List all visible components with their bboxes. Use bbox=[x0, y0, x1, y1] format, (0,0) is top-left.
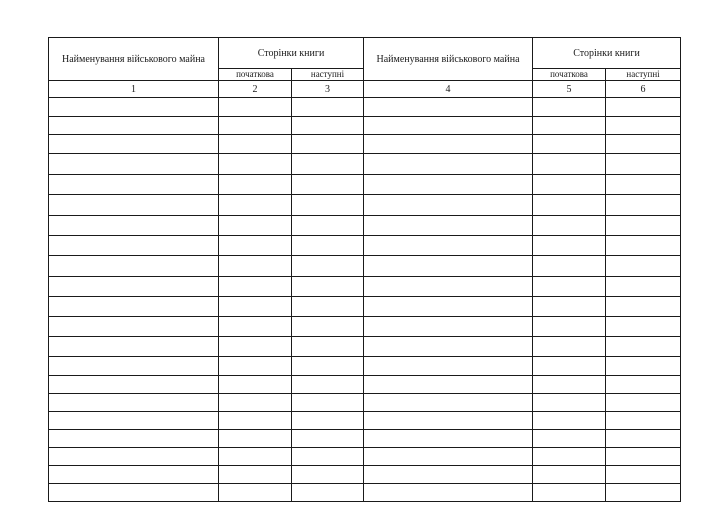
entry-cell bbox=[292, 466, 364, 484]
entry-row bbox=[49, 175, 681, 195]
entry-cell bbox=[219, 117, 292, 135]
entry-cell bbox=[606, 277, 681, 297]
entry-row bbox=[49, 448, 681, 466]
entry-cell bbox=[533, 256, 606, 277]
column-number-row bbox=[49, 81, 681, 98]
column-number: 4 bbox=[364, 81, 533, 98]
entry-cell bbox=[292, 195, 364, 216]
column-number: 5 bbox=[533, 81, 606, 98]
entry-cell bbox=[364, 117, 533, 135]
entry-cell bbox=[49, 376, 219, 394]
entry-cell bbox=[49, 195, 219, 216]
entry-cell bbox=[292, 484, 364, 502]
entry-cell bbox=[49, 175, 219, 195]
entry-row bbox=[49, 376, 681, 394]
right-name-header: Найменування військового майна bbox=[364, 38, 533, 81]
entry-cell bbox=[606, 317, 681, 337]
entry-row bbox=[49, 98, 681, 117]
entry-cell bbox=[364, 337, 533, 357]
entry-cell bbox=[292, 357, 364, 376]
entry-cell bbox=[533, 236, 606, 256]
column-number: 6 bbox=[606, 81, 681, 98]
entry-cell bbox=[219, 195, 292, 216]
entry-cell bbox=[49, 448, 219, 466]
entry-cell bbox=[606, 337, 681, 357]
column-number: 2 bbox=[219, 81, 292, 98]
entry-cell bbox=[606, 484, 681, 502]
entry-cell bbox=[533, 297, 606, 317]
left-name-header: Найменування військового майна bbox=[49, 38, 219, 81]
entry-cell bbox=[364, 154, 533, 175]
entry-row bbox=[49, 117, 681, 135]
entry-cell bbox=[292, 430, 364, 448]
entry-cell bbox=[533, 448, 606, 466]
entry-cell bbox=[292, 256, 364, 277]
entry-cell bbox=[364, 216, 533, 236]
entry-cell bbox=[219, 277, 292, 297]
entry-cell bbox=[49, 117, 219, 135]
entry-row bbox=[49, 317, 681, 337]
entry-row bbox=[49, 236, 681, 256]
entry-cell bbox=[533, 484, 606, 502]
entry-cell bbox=[49, 317, 219, 337]
entry-cell bbox=[533, 216, 606, 236]
entry-cell bbox=[49, 394, 219, 412]
entry-cell bbox=[606, 216, 681, 236]
entry-row bbox=[49, 412, 681, 430]
column-number: 1 bbox=[49, 81, 219, 98]
entry-cell bbox=[606, 394, 681, 412]
entry-cell bbox=[219, 466, 292, 484]
entry-cell bbox=[364, 317, 533, 337]
entry-cell bbox=[292, 117, 364, 135]
entry-row bbox=[49, 277, 681, 297]
left-first-page-header: початкова bbox=[219, 69, 292, 81]
entry-cell bbox=[292, 317, 364, 337]
entry-cell bbox=[533, 175, 606, 195]
entry-cell bbox=[219, 98, 292, 117]
entry-cell bbox=[219, 135, 292, 154]
entry-cell bbox=[219, 430, 292, 448]
entry-cell bbox=[292, 337, 364, 357]
entry-row bbox=[49, 337, 681, 357]
entry-cell bbox=[219, 216, 292, 236]
entry-cell bbox=[364, 357, 533, 376]
column-number: 3 bbox=[292, 81, 364, 98]
entry-cell bbox=[606, 430, 681, 448]
entry-cell bbox=[364, 466, 533, 484]
entry-cell bbox=[219, 256, 292, 277]
entry-row bbox=[49, 466, 681, 484]
entry-cell bbox=[292, 412, 364, 430]
entry-cell bbox=[219, 154, 292, 175]
entry-cell bbox=[606, 376, 681, 394]
entry-row bbox=[49, 394, 681, 412]
entry-row bbox=[49, 357, 681, 376]
right-next-pages-header: наступні bbox=[606, 69, 681, 81]
entry-cell bbox=[219, 376, 292, 394]
entry-cell bbox=[292, 216, 364, 236]
entry-cell bbox=[292, 277, 364, 297]
entry-cell bbox=[606, 117, 681, 135]
entry-cell bbox=[364, 256, 533, 277]
entry-cell bbox=[533, 195, 606, 216]
entry-cell bbox=[49, 135, 219, 154]
entry-cell bbox=[219, 357, 292, 376]
entry-cell bbox=[364, 195, 533, 216]
entry-cell bbox=[364, 98, 533, 117]
entry-cell bbox=[49, 412, 219, 430]
right-first-page-header: початкова bbox=[533, 69, 606, 81]
entry-cell bbox=[292, 236, 364, 256]
entry-cell bbox=[606, 195, 681, 216]
entry-cell bbox=[533, 466, 606, 484]
right-pages-header: Сторінки книги bbox=[533, 38, 681, 69]
entry-cell bbox=[533, 154, 606, 175]
entry-cell bbox=[364, 297, 533, 317]
entry-cell bbox=[606, 297, 681, 317]
entry-cell bbox=[606, 466, 681, 484]
entry-cell bbox=[533, 357, 606, 376]
entry-cell bbox=[49, 277, 219, 297]
entry-cell bbox=[49, 216, 219, 236]
entry-cell bbox=[533, 98, 606, 117]
entry-cell bbox=[292, 135, 364, 154]
entry-cell bbox=[292, 448, 364, 466]
entry-row bbox=[49, 195, 681, 216]
entry-cell bbox=[606, 135, 681, 154]
entry-cell bbox=[364, 277, 533, 297]
entry-cell bbox=[606, 175, 681, 195]
entry-cell bbox=[533, 337, 606, 357]
entry-cell bbox=[292, 394, 364, 412]
entry-cell bbox=[49, 256, 219, 277]
left-next-pages-header: наступні bbox=[292, 69, 364, 81]
entry-cell bbox=[219, 175, 292, 195]
entry-cell bbox=[292, 98, 364, 117]
entry-cell bbox=[533, 277, 606, 297]
entry-row bbox=[49, 484, 681, 502]
entry-cell bbox=[364, 376, 533, 394]
entry-row bbox=[49, 297, 681, 317]
entry-cell bbox=[219, 236, 292, 256]
entry-cell bbox=[364, 175, 533, 195]
entry-cell bbox=[533, 117, 606, 135]
entry-row bbox=[49, 154, 681, 175]
entry-cell bbox=[533, 317, 606, 337]
entry-cell bbox=[606, 236, 681, 256]
entry-cell bbox=[533, 135, 606, 154]
entry-cell bbox=[49, 236, 219, 256]
entry-row bbox=[49, 256, 681, 277]
entry-cell bbox=[49, 357, 219, 376]
entry-cell bbox=[533, 394, 606, 412]
entry-cell bbox=[364, 236, 533, 256]
entry-cell bbox=[292, 154, 364, 175]
entry-cell bbox=[364, 135, 533, 154]
entry-cell bbox=[49, 337, 219, 357]
entry-cell bbox=[606, 357, 681, 376]
entry-cell bbox=[606, 448, 681, 466]
entry-cell bbox=[49, 466, 219, 484]
entry-cell bbox=[49, 98, 219, 117]
entry-cell bbox=[219, 317, 292, 337]
entry-cell bbox=[219, 412, 292, 430]
entry-row bbox=[49, 430, 681, 448]
entry-cell bbox=[49, 154, 219, 175]
left-pages-header: Сторінки книги bbox=[219, 38, 364, 69]
entry-cell bbox=[219, 448, 292, 466]
entry-cell bbox=[606, 412, 681, 430]
entry-row bbox=[49, 216, 681, 236]
entry-cell bbox=[219, 484, 292, 502]
entry-cell bbox=[292, 297, 364, 317]
header-row bbox=[49, 38, 681, 69]
entry-cell bbox=[292, 175, 364, 195]
entry-cell bbox=[292, 376, 364, 394]
entry-cell bbox=[533, 376, 606, 394]
entry-row bbox=[49, 135, 681, 154]
entry-cell bbox=[606, 154, 681, 175]
entry-cell bbox=[49, 484, 219, 502]
entry-cell bbox=[364, 412, 533, 430]
entry-cell bbox=[533, 412, 606, 430]
entry-cell bbox=[49, 297, 219, 317]
entry-cell bbox=[364, 448, 533, 466]
entry-cell bbox=[219, 297, 292, 317]
entry-cell bbox=[364, 430, 533, 448]
entry-cell bbox=[606, 256, 681, 277]
entry-cell bbox=[606, 98, 681, 117]
entry-cell bbox=[49, 430, 219, 448]
property-register-table bbox=[48, 37, 681, 502]
entry-cell bbox=[533, 430, 606, 448]
entry-cell bbox=[219, 394, 292, 412]
entry-cell bbox=[364, 484, 533, 502]
entry-cell bbox=[364, 394, 533, 412]
entry-cell bbox=[219, 337, 292, 357]
